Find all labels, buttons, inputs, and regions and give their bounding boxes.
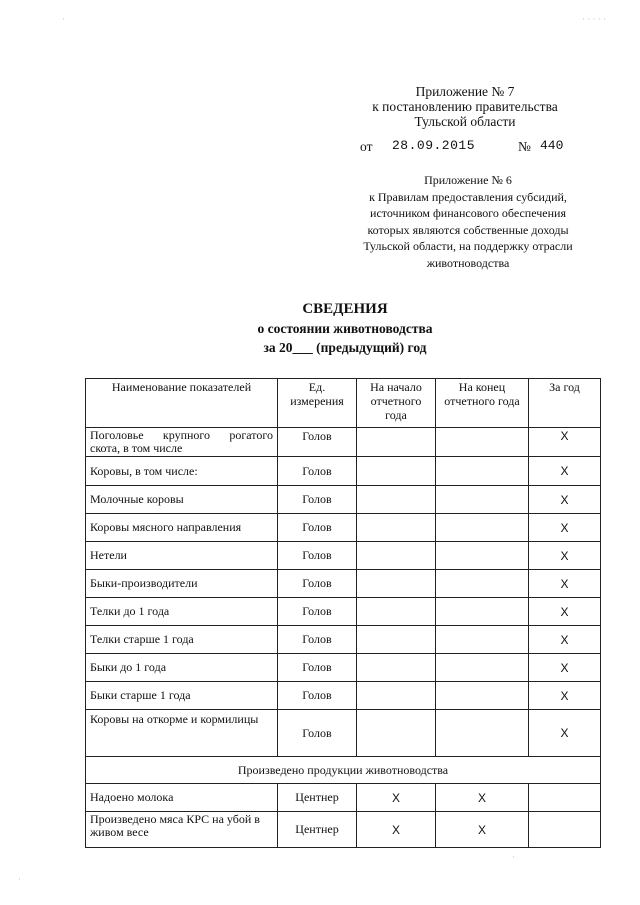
row-name: Быки старше 1 года (86, 682, 278, 710)
scan-mark-bottom-right: · (512, 852, 515, 862)
appendix-6-line: Тульской области, на поддержку отрасли (363, 239, 573, 253)
row-unit: Центнер (278, 812, 357, 848)
scan-mark-top-right: · · · · · (582, 14, 606, 24)
row-start-value[interactable] (357, 428, 436, 457)
column-header-year: За год (529, 379, 601, 428)
number-sign: № (518, 139, 531, 154)
row-start-value[interactable] (357, 570, 436, 598)
appendix-6-line: которых являются собственные доходы (367, 222, 569, 237)
row-year-value: Х (529, 486, 601, 514)
row-unit: Голов (278, 542, 357, 570)
row-name: Нетели (86, 542, 278, 570)
row-name: Коровы на откорме и кормилицы (86, 710, 278, 757)
table-row (86, 428, 601, 457)
row-start-value[interactable] (357, 598, 436, 626)
row-end-value: Х (436, 784, 529, 812)
row-name: Телки до 1 года (86, 598, 278, 626)
table-row (86, 682, 601, 710)
row-start-value[interactable] (357, 654, 436, 682)
appendix-6-line: источником финансового обеспечения (370, 206, 566, 220)
appendix-7-block (340, 84, 590, 129)
appendix-6-line: животноводства (426, 255, 510, 270)
row-end-value[interactable] (436, 682, 529, 710)
row-start-value: Х (357, 812, 436, 848)
row-name: Коровы, в том числе: (86, 457, 278, 486)
row-end-value[interactable] (436, 428, 529, 457)
column-header-end: На конец отчетного года (436, 379, 529, 428)
section-heading: Произведено продукции животноводства (86, 757, 601, 784)
appendix-6-block (338, 172, 598, 271)
row-end-value[interactable] (436, 457, 529, 486)
table-row (86, 598, 601, 626)
row-start-value[interactable] (357, 457, 436, 486)
row-unit: Голов (278, 486, 357, 514)
row-unit: Голов (278, 710, 357, 757)
table-row (86, 457, 601, 486)
row-unit: Центнер (278, 784, 357, 812)
row-unit: Голов (278, 514, 357, 542)
row-year-value: Х (529, 654, 601, 682)
row-unit: Голов (278, 682, 357, 710)
document-title (0, 300, 640, 357)
row-start-value[interactable] (357, 486, 436, 514)
table-row (86, 710, 601, 757)
table-row (86, 812, 601, 848)
row-end-value: Х (436, 812, 529, 848)
row-name: Коровы мясного направления (86, 514, 278, 542)
table-row (86, 542, 601, 570)
table-row (86, 626, 601, 654)
resolution-date: 28.09.2015 (392, 138, 476, 153)
table-row (86, 570, 601, 598)
column-header-name: Наименование показателей (86, 379, 278, 428)
row-year-value: Х (529, 457, 601, 486)
scan-mark-bottom-left: · (18, 874, 21, 884)
row-year-value: Х (529, 598, 601, 626)
row-unit: Голов (278, 654, 357, 682)
row-year-value: Х (529, 626, 601, 654)
column-header-unit: Ед. измерения (278, 379, 357, 428)
row-name: Надоено молока (86, 784, 278, 812)
table-row (86, 784, 601, 812)
table-row (86, 654, 601, 682)
appendix-6-line: Приложение № 6 (424, 173, 512, 187)
date-prefix: от (360, 139, 373, 154)
row-year-value: Х (529, 570, 601, 598)
row-end-value[interactable] (436, 514, 529, 542)
row-year-value[interactable] (529, 812, 601, 848)
row-start-value[interactable] (357, 626, 436, 654)
resolution-date-line (360, 138, 580, 156)
row-name: Телки старше 1 года (86, 626, 278, 654)
row-year-value: Х (529, 514, 601, 542)
section-row (86, 757, 601, 784)
row-year-value: Х (529, 542, 601, 570)
row-name: Поголовье крупного рогатого скота, в том числе (86, 428, 278, 457)
table-row (86, 514, 601, 542)
row-unit: Голов (278, 570, 357, 598)
row-name: Быки до 1 года (86, 654, 278, 682)
row-end-value[interactable] (436, 542, 529, 570)
appendix-7-line: Тульской области (414, 114, 516, 129)
row-year-value: Х (529, 682, 601, 710)
row-year-value: Х (529, 710, 601, 757)
row-start-value: Х (357, 784, 436, 812)
row-unit: Голов (278, 457, 357, 486)
row-start-value[interactable] (357, 682, 436, 710)
row-end-value[interactable] (436, 486, 529, 514)
title-main: СВЕДЕНИЯ (302, 301, 388, 317)
livestock-table (85, 378, 601, 848)
row-name: Быки-производители (86, 570, 278, 598)
row-unit: Голов (278, 428, 357, 457)
title-period: за 20___ (предыдущий) год (263, 340, 427, 355)
appendix-7-line: Приложение № 7 (415, 84, 515, 99)
row-end-value[interactable] (436, 710, 529, 757)
row-end-value[interactable] (436, 598, 529, 626)
table-header-row (86, 379, 601, 428)
row-end-value[interactable] (436, 570, 529, 598)
row-name: Молочные коровы (86, 486, 278, 514)
table-row (86, 486, 601, 514)
appendix-7-line: к постановлению правительства (372, 99, 558, 114)
row-year-value[interactable] (529, 784, 601, 812)
row-start-value[interactable] (357, 542, 436, 570)
appendix-6-line: к Правилам предоставления субсидий, (369, 189, 567, 204)
row-name: Произведено мяса КРС на убой в живом весе (86, 812, 278, 848)
resolution-number: 440 (540, 138, 564, 153)
row-end-value[interactable] (436, 626, 529, 654)
column-header-start: На начало отчетного года (357, 379, 436, 428)
scan-mark-top-left: · (62, 14, 65, 24)
row-start-value[interactable] (357, 710, 436, 757)
row-unit: Голов (278, 598, 357, 626)
row-end-value[interactable] (436, 654, 529, 682)
row-unit: Голов (278, 626, 357, 654)
row-year-value: Х (529, 428, 601, 457)
title-subject: о состоянии животноводства (257, 321, 433, 336)
row-start-value[interactable] (357, 514, 436, 542)
